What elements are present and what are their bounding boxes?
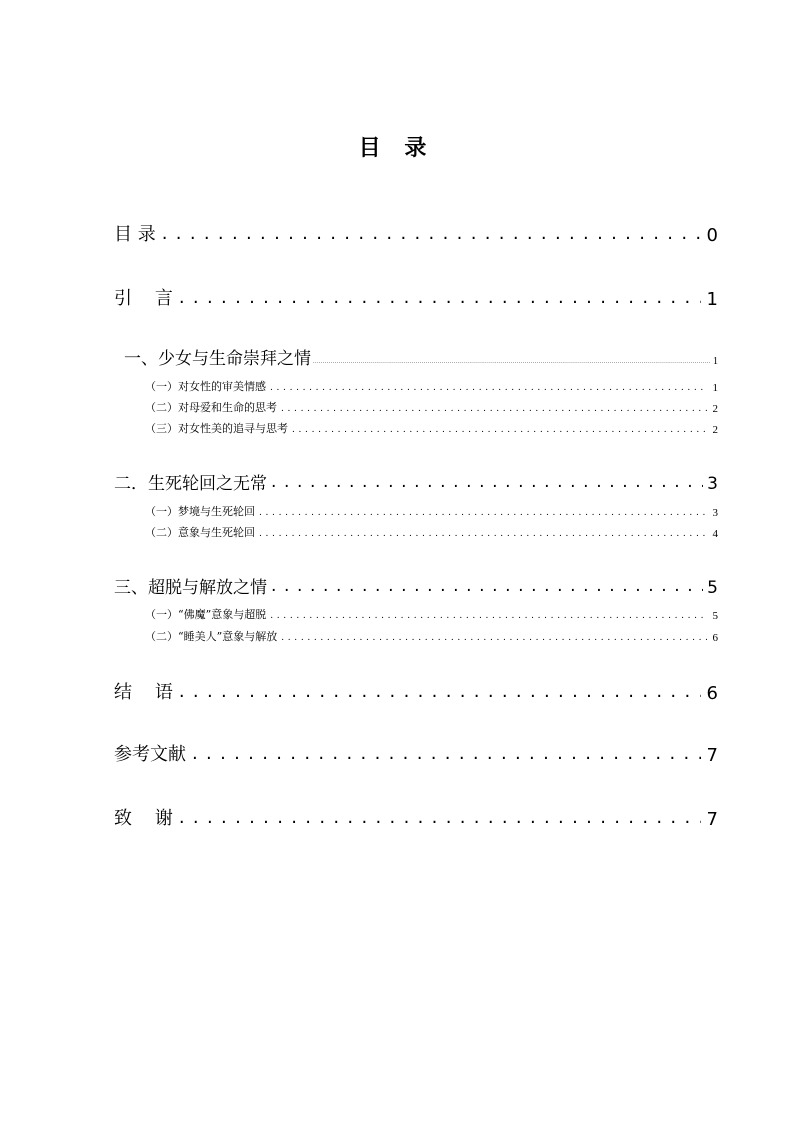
toc-entry-section-2[interactable] — [114, 469, 718, 494]
toc-entry-page: 1 — [706, 289, 718, 310]
toc-entry-label: （三）对女性美的追寻与思考 — [145, 422, 288, 435]
toc-entry-page: 2 — [712, 403, 718, 415]
toc-entry-section-3[interactable] — [114, 573, 718, 598]
toc-entry-label: 引 言 — [114, 288, 173, 309]
toc-entry-label: 三、超脱与解放之情 — [114, 578, 267, 598]
dot-leader — [192, 743, 701, 764]
dot-leader — [270, 611, 706, 621]
toc-entry-cankao[interactable] — [114, 740, 718, 766]
toc-entry-section-3-1[interactable] — [145, 606, 718, 622]
dot-leader — [259, 529, 707, 539]
dot-leader — [270, 383, 707, 393]
toc-entry-page: 7 — [706, 809, 718, 830]
dot-leader — [179, 807, 701, 828]
dot-leader — [292, 425, 707, 435]
toc-entry-page: 6 — [706, 683, 718, 704]
toc-entry-section-2-1[interactable] — [145, 503, 718, 519]
toc-entry-section-1-3[interactable] — [145, 420, 718, 436]
dot-leader — [271, 472, 703, 492]
dot-leader — [281, 633, 706, 643]
page-title: 目 录 — [358, 136, 435, 161]
toc-entry-label: 一、少女与生命崇拜之情 — [124, 349, 311, 369]
toc-entry-page: 6 — [712, 632, 718, 644]
dot-leader — [162, 223, 701, 244]
dot-leader — [271, 576, 703, 596]
toc-entry-yinyan[interactable] — [114, 284, 718, 310]
toc-entry-page: 5 — [707, 578, 718, 598]
toc-entry-label: 二．生死轮回之无常 — [114, 474, 267, 494]
dot-leader — [179, 287, 701, 308]
toc-entry-zhixie[interactable] — [114, 804, 718, 830]
dot-leader — [179, 681, 701, 702]
toc-entry-page: 3 — [712, 507, 718, 519]
toc-entry-section-1-2[interactable] — [145, 399, 718, 415]
toc-entry-page: 3 — [707, 474, 718, 494]
toc-entry-section-1[interactable] — [124, 344, 718, 369]
toc-entry-section-3-2[interactable] — [145, 628, 718, 644]
toc-entry-label: （一）对女性的审美情感 — [145, 380, 266, 393]
toc-entry-page: 2 — [712, 424, 718, 436]
toc-entry-page: 4 — [712, 528, 718, 540]
toc-entry-page: 1 — [713, 356, 718, 367]
toc-entry-page: 0 — [706, 225, 718, 246]
toc-entry-page: 5 — [712, 610, 718, 622]
toc-entry-label: （二）“睡美人”意象与解放 — [145, 630, 278, 643]
toc-entry-jieyu[interactable] — [114, 678, 718, 704]
toc-entry-label: 参考文献 — [114, 744, 186, 765]
dot-leader — [259, 508, 707, 518]
dot-leader — [281, 404, 707, 414]
toc-entry-mulu[interactable] — [114, 220, 718, 246]
dot-leader — [313, 359, 711, 365]
toc-entry-label: （一）“佛魔”意象与超脱 — [145, 608, 267, 621]
toc-entry-page: 1 — [712, 382, 718, 394]
toc-entry-label: 致 谢 — [114, 808, 173, 829]
toc-entry-label: （二）意象与生死轮回 — [145, 526, 255, 539]
toc-entry-label: 目 录 — [114, 224, 156, 245]
toc-entry-section-2-2[interactable] — [145, 524, 718, 540]
toc-entry-label: （二）对母爱和生命的思考 — [145, 401, 277, 414]
toc-entry-section-1-1[interactable] — [145, 378, 718, 394]
toc-entry-label: （一）梦境与生死轮回 — [145, 505, 255, 518]
toc-entry-label: 结 语 — [114, 682, 173, 703]
toc-entry-page: 7 — [706, 745, 718, 766]
